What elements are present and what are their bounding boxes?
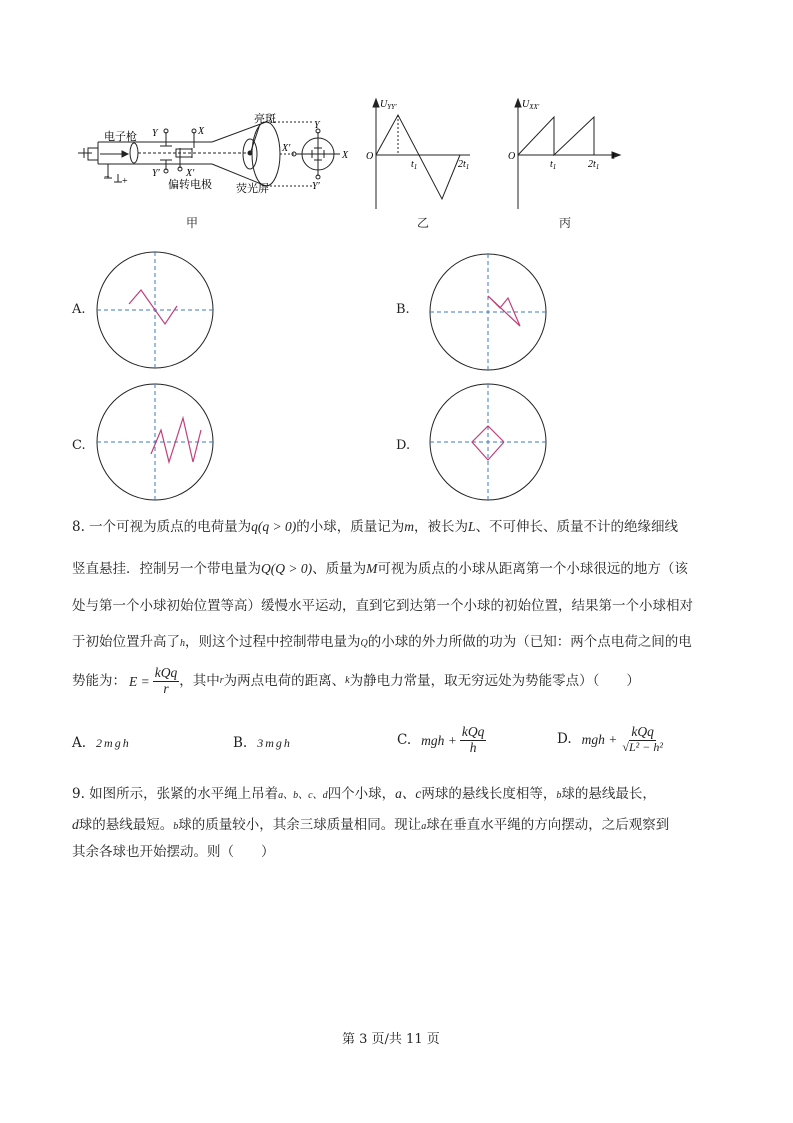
q9-text: 球的质量较小，其余三球质量相同。现让 [178, 817, 422, 833]
caption-yi: 乙 [417, 216, 430, 230]
figure-jia-oscilloscope [70, 112, 360, 232]
q9-text: 球的悬线最短。 [78, 817, 174, 833]
q8-text: 、质量为 [312, 561, 367, 577]
option-c-screen[interactable] [95, 382, 215, 502]
yi-origin: O [366, 151, 374, 162]
q8-text: 势能为： [72, 672, 126, 689]
q9-text: 球的悬线最长， [561, 786, 656, 802]
q9-b: b [556, 790, 562, 801]
q8-var-M: M [366, 561, 378, 576]
q8-text: 为两点电荷的距离、 [223, 672, 346, 689]
bing-origin: O [508, 151, 516, 162]
screen-label-Y: Y [314, 120, 320, 131]
option-d-screen[interactable] [428, 382, 548, 502]
q8-var-Q: Q [360, 638, 368, 649]
q9-text: 两球的悬线长度相等， [421, 786, 557, 802]
option-a-screen[interactable] [95, 250, 215, 370]
q8-text: 的小球的外力所做的功为（已知：两个点电荷之间的电 [367, 634, 692, 650]
q9-line-3: 其余各球也开始摆动。则（ ） [72, 844, 275, 860]
figure-yi-uyy-graph [362, 95, 474, 213]
option-b-label[interactable]: B. [396, 302, 410, 317]
caption-bing: 丙 [559, 216, 572, 230]
q8-text: 为静电力常量，取无穷远处为势能零点）（ ） [349, 672, 640, 689]
q8-text: 可视为质点的小球从距离第一个小球很远的地方（该 [377, 561, 688, 577]
q8-text: 于初始位置升高了 [72, 634, 180, 650]
q9-text: 四个小球， [327, 786, 396, 802]
q8-line-2 [72, 562, 688, 577]
option-c-label[interactable]: C. [72, 438, 86, 453]
q9-line-1 [72, 787, 656, 802]
bing-t1: $t_1$ [550, 159, 557, 171]
q8-var-m: m [404, 519, 415, 534]
bing-t2: $2t_1$ [588, 159, 600, 171]
q8-text: 、不可伸长、质量不计的绝缘细线 [475, 519, 679, 535]
q9-d: d [72, 817, 79, 832]
q9-text: 球在垂直水平绳的方向摆动，之后观察到 [426, 817, 670, 833]
q9-balls: a、b、c、d [278, 790, 328, 801]
q8-option-a[interactable]: A. 2mgh [72, 735, 131, 751]
q8-text: 竖直悬挂．控制另一个带电量为 [72, 561, 261, 577]
q8-line-3: 处与第一个小球初始位置等高）缓慢水平运动，直到它到达第一个小球的初始位置，结果第一个小球相对 [72, 598, 693, 614]
electron-gun-label: 电子枪 [104, 131, 137, 143]
option-d-label[interactable]: D. [396, 438, 411, 453]
q8-text: 8. 一个可视为质点的电荷量为 [72, 519, 252, 535]
q8-line-4 [72, 636, 692, 650]
q8-charge-q: q(q > 0) [251, 519, 297, 534]
screen-label-Xp: X′ [282, 143, 291, 154]
q9-b: b [173, 821, 179, 832]
q8-text: ，其中 [179, 672, 220, 689]
q8-line-5 [72, 666, 640, 697]
q8-var-r: r [219, 675, 224, 687]
q8-charge-Q: Q(Q > 0) [261, 561, 313, 576]
yi-ylabel: $U_{YY'}$ [380, 99, 397, 111]
q8-text: ，则这个过程中控制带电量为 [185, 634, 361, 650]
screen-label-X: X [342, 150, 349, 161]
screen-label: 荧光屏 [236, 183, 269, 195]
bright-spot-label: 亮斑 [254, 113, 276, 125]
option-a-label[interactable]: A. [72, 302, 86, 317]
q8-text: 的小球，质量记为 [296, 519, 405, 535]
battery-minus: − [104, 172, 110, 183]
q9-ac: a、c [395, 786, 422, 801]
q8-option-d[interactable]: D. mgh + $\frac{\text{kQq}}{\text{√L² − h²}}$ [557, 724, 663, 754]
yi-t1: $t_1$ [411, 159, 418, 171]
battery-plus: + [122, 176, 128, 187]
q8-var-k: k [345, 675, 350, 687]
screen-label-Yp: Y′ [312, 181, 320, 192]
bing-ylabel: $U_{XX'}$ [522, 99, 540, 111]
option-b-screen[interactable] [428, 252, 548, 372]
q9-text: 9. 如图所示，张紧的水平绳上吊着 [72, 786, 279, 802]
label-Xp: X′ [186, 168, 195, 179]
q8-option-b[interactable]: B. 3mgh [233, 735, 292, 751]
label-Y: Y [152, 128, 158, 139]
q9-a: a [421, 821, 427, 832]
bing-taxis: t [612, 151, 615, 162]
energy-formula-lhs: E = [129, 673, 150, 689]
caption-jia: 甲 [186, 216, 199, 230]
label-Yp: Y′ [152, 168, 160, 179]
figure-bing-uxx-graph [504, 95, 626, 213]
page-number: 第 3 页/共 11 页 [342, 1032, 440, 1047]
q8-option-c[interactable]: C. mgh + $\frac{\text{kQq}}{h}$ [397, 724, 485, 755]
deflection-electrode-label: 偏转电极 [168, 179, 212, 191]
label-X: X [198, 126, 205, 137]
q8-var-h: h [180, 638, 185, 649]
energy-formula-fraction: $\frac{\text{kQq}}{r}$ [154, 665, 178, 696]
q8-text: ，被长为 [414, 519, 469, 535]
q8-line-1 [72, 520, 678, 535]
q8-var-L: L [468, 519, 476, 534]
yi-t2: $2t_1$ [458, 159, 470, 171]
q9-line-2 [72, 818, 669, 833]
